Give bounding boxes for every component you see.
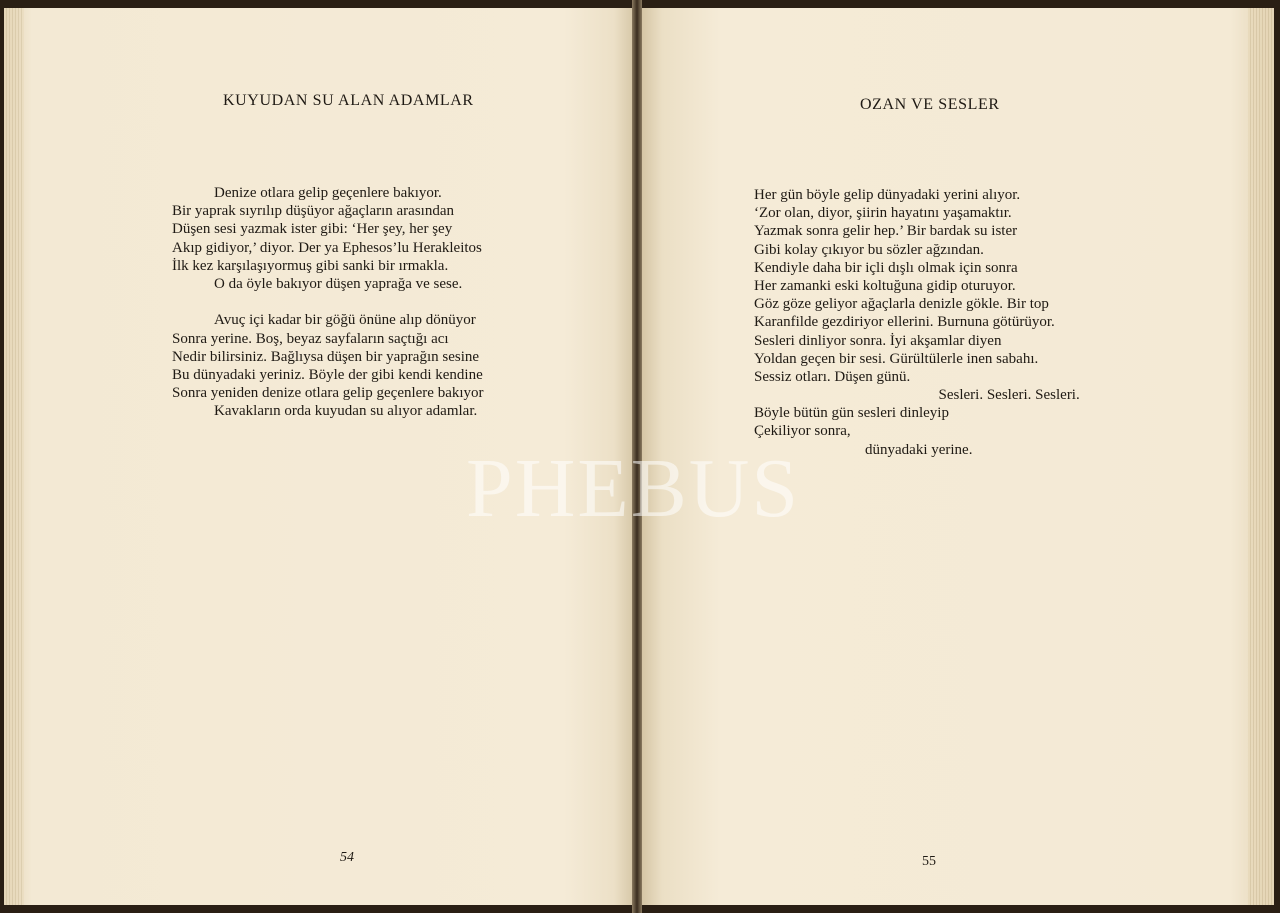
right-page-poem: [754, 186, 1080, 459]
poem-line: Sesleri. Sesleri. Sesleri.: [938, 387, 1080, 404]
poem-line: Karanfilde gezdiriyor ellerini. Burnuna götürüyor.: [754, 314, 1055, 331]
left-page: [4, 8, 634, 905]
poem-line: Sesleri dinliyor sonra. İyi akşamlar diyen: [754, 332, 1002, 349]
poem-line: Gibi kolay çıkıyor bu sözler ağzından.: [754, 241, 984, 258]
poem-line: ‘Zor olan, diyor, şiirin hayatını yaşamaktır.: [754, 205, 1012, 222]
left-page-running-title: KUYUDAN SU ALAN ADAMLAR: [223, 92, 474, 109]
right-page-edges: [1248, 8, 1274, 905]
poem-line: Sessiz otları. Düşen günü.: [754, 368, 911, 385]
poem-line: Böyle bütün gün sesleri dinleyip: [754, 405, 949, 422]
poem-line: Bu dünyadaki yeriniz. Böyle der gibi kendi kendine: [172, 366, 483, 383]
right-page-number: 55: [922, 854, 936, 869]
stanza-break: [172, 293, 484, 311]
poem-line: Kavakların orda kuyudan su alıyor adamlar.: [214, 403, 478, 420]
poem-line: Denize otlara gelip geçenlere bakıyor.: [214, 185, 442, 201]
poem-line: Her gün böyle gelip dünyadaki yerini alıyor.: [754, 187, 1021, 203]
poem-line: Nedir bilirsiniz. Bağlıysa düşen bir yaprağın sesine: [172, 348, 480, 365]
right-page-running-title: OZAN VE SESLER: [860, 96, 1000, 113]
poem-line: Akıp gidiyor,’ diyor. Der ya Ephesos’lu Herakleitos: [172, 239, 482, 256]
left-page-number: 54: [340, 850, 354, 865]
poem-line: Sonra yeniden denize otlara gelip geçenlere bakıyor: [172, 385, 484, 402]
poem-line: Düşen sesi yazmak ister gibi: ‘Her şey, her şey: [172, 221, 453, 238]
book-gutter: [632, 0, 642, 913]
poem-line: İlk kez karşılaşıyormuş gibi sanki bir ırmakla.: [172, 257, 449, 274]
watermark: PHEBUS: [466, 442, 801, 535]
poem-line: Her zamanki eski koltuğuna gidip oturuyor.: [754, 277, 1016, 294]
poem-line: Kendiyle daha bir içli dışlı olmak için sonra: [754, 259, 1018, 276]
right-page: [640, 8, 1274, 905]
poem-line: Sonra yerine. Boş, beyaz sayfaların saçtığı acı: [172, 330, 449, 347]
left-page-poem: [172, 184, 484, 420]
poem-line: Çekiliyor sonra,: [754, 423, 851, 440]
poem-line: Yazmak sonra gelir hep.’ Bir bardak su ister: [754, 223, 1018, 240]
poem-line: Yoldan geçen bir sesi. Gürültülerle inen sabahı.: [754, 350, 1039, 367]
poem-line: dünyadaki yerine.: [865, 441, 973, 458]
poem-line: O da öyle bakıyor düşen yaprağa ve sese.: [214, 275, 463, 292]
left-page-edges: [4, 8, 24, 905]
poem-line: Göz göze geliyor ağaçlarla denizle gökle. Bir top: [754, 296, 1049, 313]
poem-line: Avuç içi kadar bir göğü önüne alıp dönüyor: [214, 312, 476, 329]
poem-line: Bir yaprak sıyrılıp düşüyor ağaçların arasından: [172, 203, 454, 220]
